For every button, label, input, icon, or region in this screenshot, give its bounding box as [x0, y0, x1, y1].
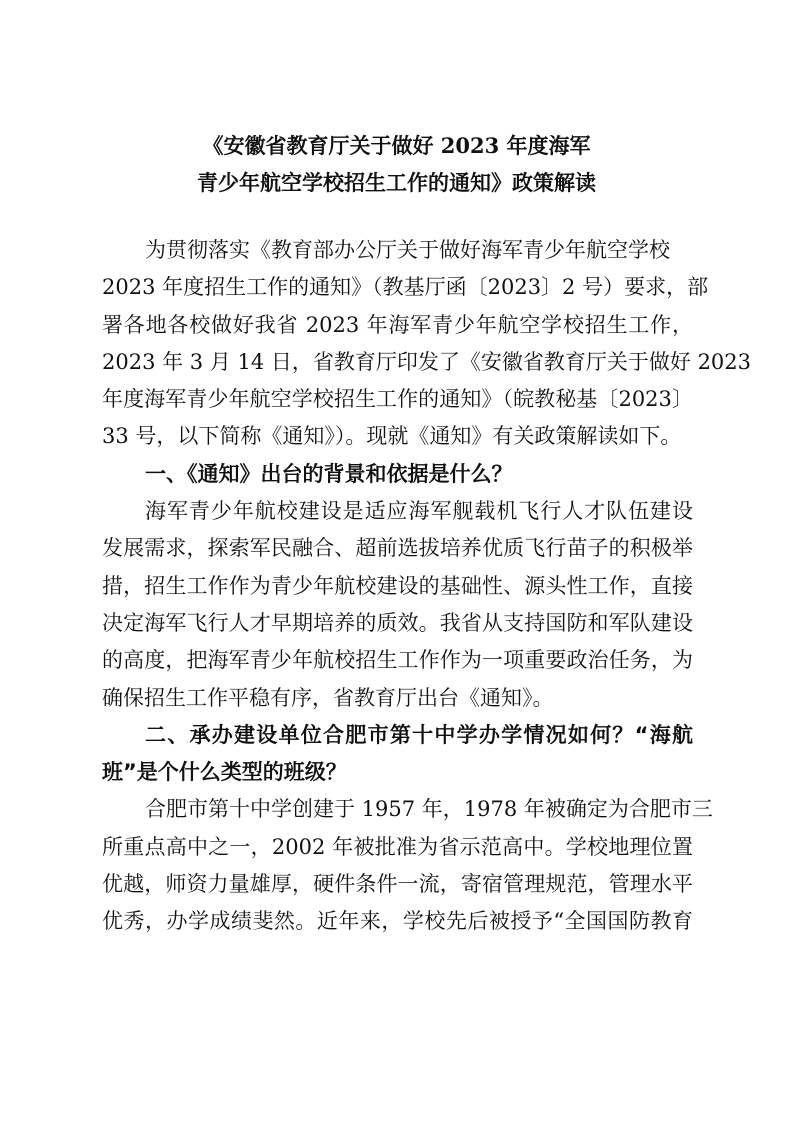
paragraph-line: 署各地各校做好我省 2023 年海军青少年航空学校招生工作，: [102, 312, 693, 337]
paragraph-line: 优越，师资力量雄厚，硬件条件一流，寄宿管理规范，管理水平: [102, 872, 693, 897]
paragraph-line: 海军青少年航校建设是适应海军舰载机飞行人才队伍建设: [145, 499, 693, 524]
document-body: [102, 232, 752, 941]
document-title: [60, 127, 733, 202]
paragraph-line: 的高度，把海军青少年航校招生工作作为一项重要政治任务，为: [102, 648, 693, 673]
paragraph-line: 决定海军飞行人才早期培养的质效。我省从支持国防和军队建设: [102, 610, 693, 635]
paragraph-line: 所重点高中之一，2002 年被批准为省示范高中。学校地理位置: [102, 834, 693, 859]
title-line: 《安徽省教育厅关于做好 2023 年度海军: [202, 133, 591, 158]
paragraph-line: 年度海军青少年航空学校招生工作的通知》（皖教秘基〔2023〕: [102, 387, 693, 412]
paragraph-line: 合肥市第十中学创建于 1957 年，1978 年被确定为合肥市三: [145, 797, 713, 822]
paragraph-line: 为贯彻落实《教育部办公厅关于做好海军青少年航空学校: [145, 238, 670, 262]
paragraph-line: 2023 年度招生工作的通知》（教基厅函〔2023〕2 号）要求，部: [102, 275, 709, 300]
paragraph-line: 优秀，办学成绩斐然。近年来，学校先后被授予“全国国防教育: [102, 909, 693, 934]
section-heading: 一、《通知》出台的背景和依据是什么？: [145, 461, 513, 486]
section-heading: 二、承办建设单位合肥市第十中学办学情况如何？“海航: [145, 722, 693, 747]
paragraph-line: 33 号，以下简称《通知》）。现就《通知》有关政策解读如下。: [102, 424, 682, 449]
paragraph-line: 确保招生工作平稳有序，省教育厅出台《通知》。: [102, 685, 554, 710]
paragraph-line: 措，招生工作作为青少年航校建设的基础性、源头性工作，直接: [102, 573, 693, 598]
paragraph-line: 2023 年 3 月 14 日，省教育厅印发了《安徽省教育厅关于做好 2023: [102, 349, 752, 374]
section-heading: 班”是个什么类型的班级？: [102, 760, 347, 785]
title-line: 青少年航空学校招生工作的通知》政策解读: [197, 170, 596, 196]
paragraph-line: 发展需求，探索军民融合、超前选拔培养优质飞行苗子的积极举: [102, 536, 693, 561]
